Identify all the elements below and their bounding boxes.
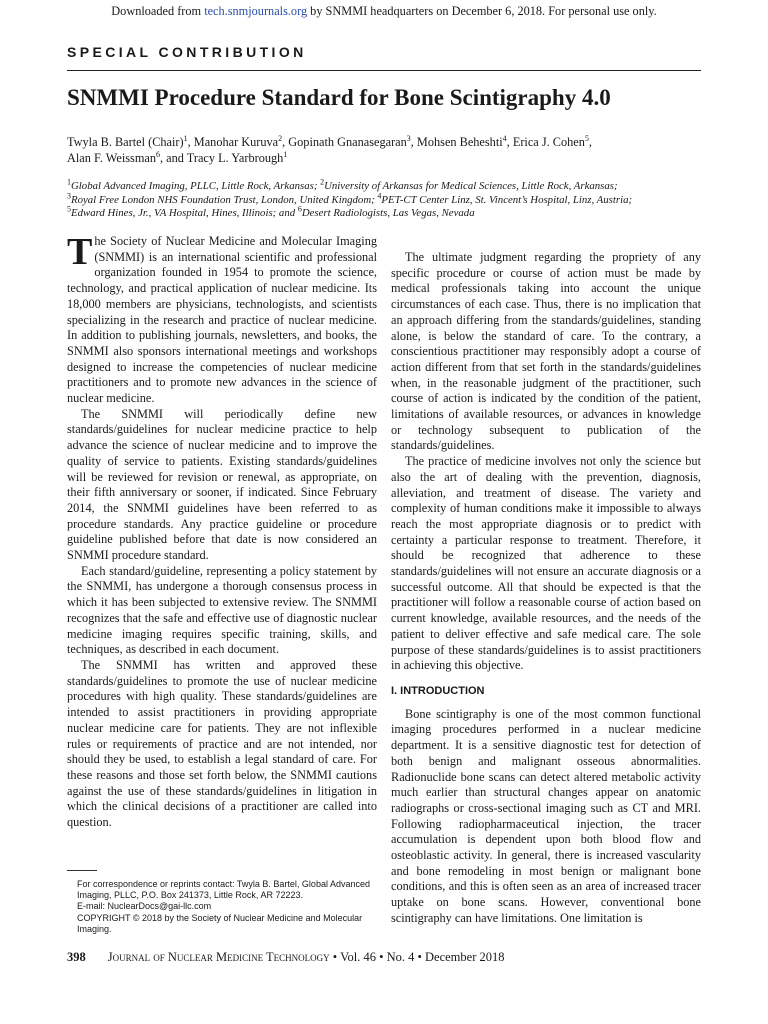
affiliation: $^4$PET-CT Center Linz, St. Vincent’s Hospital, Linz, Austria; [377, 191, 633, 206]
header-rule [67, 70, 701, 71]
journal-name: Journal of Nuclear Medicine Technology [107, 950, 330, 964]
page-footer: 398 Journal of Nuclear Medicine Technology • Vol. 46 • No. 4 • December 2018 [67, 950, 505, 964]
body-paragraph: The SNMMI will periodically define new standards/guidelines for nuclear medicine practice to help advance the science of nuclear medicine and to improve the quality of service to patients. Existing standards/guidelines will be reviewed for revision or renewal, as appropriate, on their fifth anniversary or sooner, if indicated. Since February 2014, the SNMMI guidelines have been referred to as procedure standards. Any practice guideline or procedure guideline published before that date is now considered an SNMMI procedure standard. [67, 406, 377, 563]
copyright-text: COPYRIGHT © 2018 by the Society of Nuclear Medicine and Molecular Imaging. [77, 912, 363, 934]
affiliation-list [67, 177, 707, 221]
author: Manohar Kuruva$^2$ [193, 133, 283, 149]
right-column [391, 250, 701, 927]
drop-cap: T [67, 231, 93, 273]
affiliation: $^1$Global Advanced Imaging, PLLC, Little Rock, Arkansas; [67, 177, 321, 192]
issue: No. 4 [386, 950, 415, 964]
body-paragraph: The ultimate judgment regarding the propriety of any specific procedure or course of action must be made by medical professionals taking into account the unique circumstances of each case. Thus, there is no implication that an approach differing from the standards/guidelines, standing alone, is below the standard of care. To the contrary, a conscientious practitioner may responsibly adopt a course of action different from that set forth in the standards/guidelines when, in the reasonable judgment of the practitioner, such course of action is indicated by the condition of the patient, limitations of available resources, or advances in knowledge or technology subsequent to publication of the standards/guidelines. [391, 250, 701, 453]
affiliation: $^3$Royal Free London NHS Foundation Trust, London, United Kingdom; [67, 191, 378, 206]
affiliation: $^2$University of Arkansas for Medical Sciences, Little Rock, Arkansas; [320, 177, 618, 192]
correspondence-text: For correspondence or reprints contact: Twyla B. Bartel, Global Advanced Imaging, PLLC, P.O. Box 241373, Little Rock, AR 72223. [77, 879, 370, 901]
download-notice [0, 4, 768, 19]
volume: Vol. 46 [340, 950, 376, 964]
download-prefix: Downloaded from [111, 4, 205, 18]
body-paragraph: Each standard/guideline, representing a policy statement by the SNMMI, has undergone a thorough consensus process in which it has been subjected to extensive review. The SNMMI recognizes that the safe and effective use of diagnostic nuclear medicine imaging requires specific training, skills, and techniques, as described in each document. [67, 563, 377, 657]
left-column [67, 231, 377, 831]
download-suffix: by SNMMI headquarters on December 6, 2018. For personal use only. [307, 4, 657, 18]
section-heading-introduction: I. INTRODUCTION [391, 684, 485, 697]
page-number: 398 [67, 950, 86, 964]
author: Gopinath Gnanasegaran$^3$ [288, 133, 411, 149]
author: Erica J. Cohen$^5$ [512, 133, 589, 149]
body-paragraph: Bone scintigraphy is one of the most common functional imaging procedures performed in a nuclear medicine department. It is a sensitive diagnostic test for detection of both benign and malignant osseous abnormalities. Radionuclide bone scans can detect altered metabolic activity much earlier than structural changes appear on anatomic radiographs or cross-sectional imaging such as CT and MRI. Following radiopharmaceutical injection, the tracer accumulation is dependent upon both blood flow and osteoblastic activity. In general, there is increased vascularity and bone remodeling in most benign or malignant bone conditions, and this is often seen as an area of increased tracer uptake on bone scans. However, conventional bone scintigraphy can have limitations. One limitation is [391, 706, 701, 925]
section-label: SPECIAL CONTRIBUTION [67, 44, 307, 60]
affiliation: $^5$Edward Hines, Jr., VA Hospital, Hines, Illinois; and [67, 204, 298, 220]
journal-site-link[interactable]: tech.snmjournals.org [204, 4, 308, 18]
body-paragraph: The practice of medicine involves not only the science but also the art of dealing with the prevention, diagnosis, alleviation, and treatment of disease. The variety and complexity of human conditions make it impossible to always reach the most appropriate diagnosis or to predict with certainty a particular response to treatment. Therefore, it should be recognized that adherence to these standards/guidelines will not ensure an accurate diagnosis or a successful outcome. All that should be expected is that the practitioner will follow a reasonable course of action based on current knowledge, available resources, and the needs of the patient to deliver effective and safe medical care. The sole purpose of these standards/guidelines is to assist practitioners in achieving this objective. [391, 454, 701, 673]
correspondence-footnote [67, 870, 383, 935]
email-text: E-mail: NuclearDocs@gai-llc.com [77, 901, 212, 912]
body-paragraph: The Society of Nuclear Medicine and Molecular Imaging (SNMMI) is an international scientific and professional organization founded in 1954 to promote the science, technology, and practical application of nuclear medicine. Its 18,000 members are physicians, technologists, and scientists specializing in the research and practice of nuclear medicine. In addition to publishing journals, newsletters, and books, the SNMMI also sponsors international meetings and workshops designed to increase the competencies of nuclear medicine practitioners and to promote new advances in the science of nuclear medicine. [67, 231, 377, 406]
author-list: Twyla B. Bartel (Chair)$^1$, Manohar Kuruva$^2$, Gopinath Gnanasegaran$^3$, Mohsen Beheshti$^4$, Erica J. Cohen$^5$, Alan F. Weissman$^6$, and Tracy L. Yarbrough$^1$ [67, 133, 592, 165]
author: Twyla B. Bartel (Chair)$^1$ [67, 133, 188, 149]
author: Tracy L. Yarbrough$^1$ [186, 149, 288, 165]
author: Alan F. Weissman$^6$ [67, 149, 160, 165]
affiliation: $^6$Desert Radiologists, Las Vegas, Nevada [297, 204, 475, 220]
footnote-rule [67, 870, 97, 871]
paper-title: SNMMI Procedure Standard for Bone Scintigraphy 4.0 [67, 85, 611, 110]
issue-date: December 2018 [425, 950, 505, 964]
body-paragraph: The SNMMI has written and approved these standards/guidelines to promote the use of nuclear medicine procedures with high quality. These standards/guidelines are intended to assist practitioners in providing appropriate nuclear medicine care for patients. They are not inflexible rules or requirements of practice and are not intended, nor should they be used, to establish a legal standard of care. For these reasons and those set forth below, the SNMMI cautions against the use of these standards/guidelines in litigation in which the clinical decisions of a practitioner are called into question. [67, 657, 377, 830]
author: Mohsen Beheshti$^4$ [416, 133, 507, 149]
